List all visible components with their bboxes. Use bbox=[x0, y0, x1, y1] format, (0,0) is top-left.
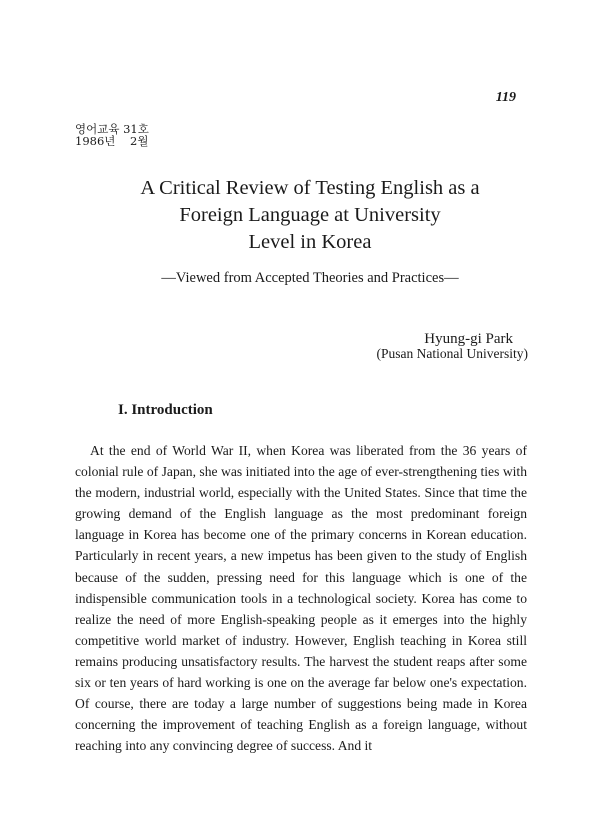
title-line: Level in Korea bbox=[248, 231, 372, 253]
author-affiliation: (Pusan National University) bbox=[376, 346, 528, 361]
page-number: 119 bbox=[495, 90, 516, 105]
journal-info bbox=[75, 123, 149, 147]
title-line: A Critical Review of Testing English as a bbox=[140, 177, 480, 199]
paper-subtitle: —Viewed from Accepted Theories and Practices— bbox=[161, 270, 459, 286]
section-heading: I. Introduction bbox=[118, 402, 213, 418]
paper-title bbox=[60, 175, 560, 256]
journal-issue: 영어교육 31호 bbox=[75, 122, 149, 136]
author-name: Hyung-gi Park bbox=[424, 331, 513, 347]
title-line: Foreign Language at University bbox=[179, 204, 441, 226]
body-paragraph: At the end of World War II, when Korea was liberated from the 36 years of colonial rule of Japan, she was initiated into the age of ever-strengthening ties with the modern, industrial world, especially with the United States. Since that time the growing demand of the English language as the most predominant foreign language in Korea has become one of the primary concerns in Korean education. Particularly in recent years, a new impetus has been given to the study of English because of the sudden, pressing need for this language which is one of the indispensible communication tools in a technological society. Korea has come to realize the need of more English-speaking people as it emerges into the highly competitive world market of industry. However, English teaching in Korea still remains producing unsatisfactory results. The harvest the student reaps after some six or ten years of hard working is one on the average far below one's expectation. Of course, there are today a large number of suggestions being made in Korea concerning the improvement of teaching English as a foreign language, without reaching into any convincing degree of success. And it bbox=[75, 443, 527, 754]
journal-date: 1986년 2월 bbox=[75, 134, 149, 148]
